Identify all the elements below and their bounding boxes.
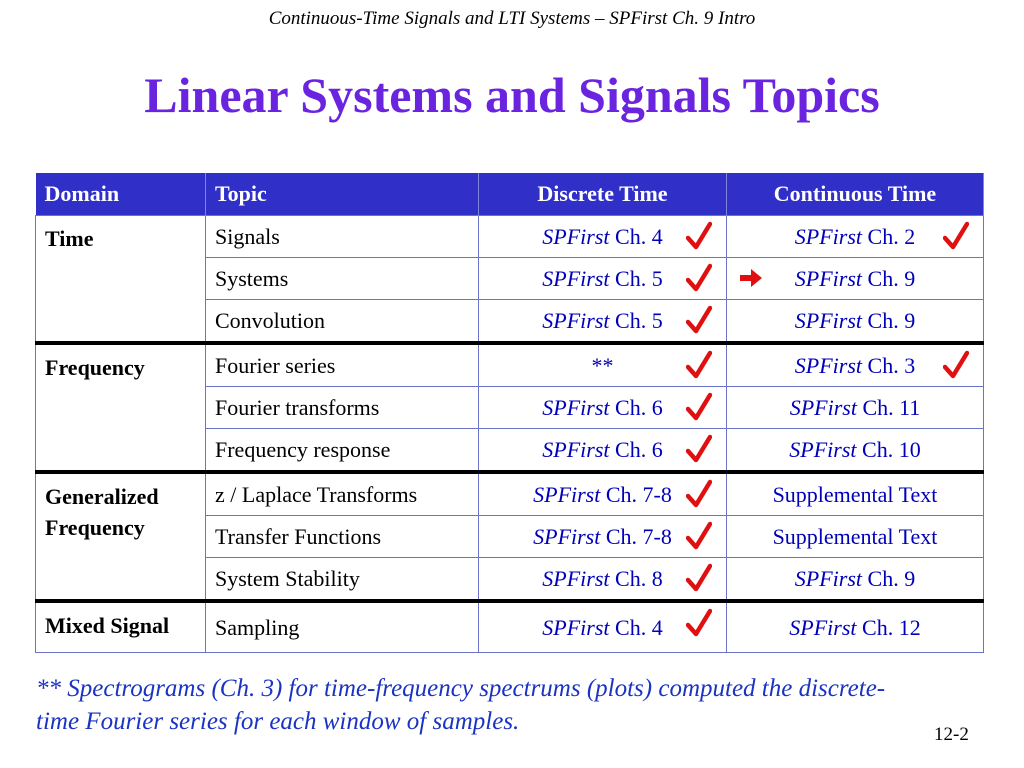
check-mark-icon <box>686 350 712 380</box>
reference-book: SPFirst <box>789 436 857 462</box>
column-header-topic: Topic <box>206 173 479 216</box>
continuous-time-reference <box>727 516 984 558</box>
topic-cell: Frequency response <box>206 429 479 473</box>
table-row <box>36 216 984 258</box>
discrete-time-reference <box>479 216 727 258</box>
discrete-time-reference <box>479 472 727 516</box>
discrete-time-reference <box>479 387 727 429</box>
continuous-time-reference <box>727 472 984 516</box>
topic-cell: Transfer Functions <box>206 516 479 558</box>
reference-chapter: Ch. 7-8 <box>605 481 672 507</box>
check-mark-icon <box>686 521 712 551</box>
check-mark-icon <box>686 479 712 509</box>
column-header-discrete-time: Discrete Time <box>479 173 727 216</box>
discrete-time-reference <box>479 300 727 344</box>
arrow-right-icon <box>739 268 763 288</box>
topic-cell: Systems <box>206 258 479 300</box>
continuous-time-reference <box>727 300 984 344</box>
reference-book: SPFirst <box>542 223 610 249</box>
reference-book: SPFirst <box>794 265 863 291</box>
discrete-time-reference <box>479 601 727 653</box>
continuous-time-reference <box>727 601 984 653</box>
topic-cell: Fourier series <box>206 343 479 387</box>
column-header-domain: Domain <box>36 173 206 216</box>
continuous-time-reference <box>727 343 984 387</box>
reference-book: SPFirst <box>542 436 610 462</box>
continuous-time-reference <box>727 216 984 258</box>
domain-cell: Generalized Frequency <box>36 472 206 601</box>
reference-book: SPFirst <box>542 307 610 333</box>
footnote: ** Spectrograms (Ch. 3) for time-frequency spectrums (plots) computed the discrete-time Fourier series for each window of samples. <box>36 675 886 735</box>
check-mark-icon <box>943 221 969 251</box>
reference-chapter: Ch. 7-8 <box>605 523 672 549</box>
reference-book: SPFirst <box>789 614 857 640</box>
domain-cell: Mixed Signal <box>36 601 206 653</box>
table-body <box>36 216 984 653</box>
table-header-row <box>36 173 984 216</box>
reference-book: SPFirst <box>542 394 610 420</box>
continuous-time-reference <box>727 387 984 429</box>
continuous-time-reference <box>727 558 984 602</box>
slide-subtitle: Continuous-Time Signals and LTI Systems – SPFirst Ch. 9 Intro <box>268 8 756 29</box>
discrete-time-reference <box>479 558 727 602</box>
continuous-time-reference <box>727 258 984 300</box>
reference-chapter: Ch. 10 <box>862 436 921 462</box>
reference-book: SPFirst <box>794 565 863 591</box>
reference-chapter: Ch. 3 <box>867 352 916 378</box>
check-mark-icon <box>686 608 712 638</box>
topic-cell: Signals <box>206 216 479 258</box>
reference-book: SPFirst <box>794 352 863 378</box>
check-mark-icon <box>686 221 712 251</box>
check-mark-icon <box>686 392 712 422</box>
topic-cell: z / Laplace Transforms <box>206 472 479 516</box>
reference-chapter: Ch. 6 <box>615 436 663 462</box>
page-number: 12-2 <box>934 724 969 745</box>
reference-chapter: Ch. 4 <box>615 614 663 640</box>
reference-book: SPFirst <box>542 614 610 640</box>
check-mark-icon <box>686 563 712 593</box>
discrete-time-reference <box>479 258 727 300</box>
reference-chapter: Ch. 9 <box>867 565 916 591</box>
domain-cell: Frequency <box>36 343 206 472</box>
reference-chapter: Ch. 9 <box>867 307 916 333</box>
discrete-time-reference <box>479 343 727 387</box>
reference-chapter: Ch. 11 <box>862 394 921 420</box>
table-row <box>36 343 984 387</box>
check-mark-icon <box>686 434 712 464</box>
reference-book: SPFirst <box>533 481 601 507</box>
discrete-time-reference <box>479 516 727 558</box>
reference-chapter: Ch. 2 <box>867 223 916 249</box>
reference-book: SPFirst <box>794 223 863 249</box>
reference-book: SPFirst <box>789 394 857 420</box>
reference-book: SPFirst <box>542 265 610 291</box>
reference-book: SPFirst <box>794 307 863 333</box>
table-row <box>36 601 984 653</box>
reference-chapter: Supplemental Text <box>772 481 938 507</box>
table-row <box>36 472 984 516</box>
topic-cell: System Stability <box>206 558 479 602</box>
reference-book: SPFirst <box>533 523 601 549</box>
topics-table <box>35 173 984 653</box>
reference-chapter: Ch. 12 <box>862 614 921 640</box>
continuous-time-reference <box>727 429 984 473</box>
discrete-time-reference <box>479 429 727 473</box>
reference-chapter: Ch. 9 <box>867 265 916 291</box>
check-mark-icon <box>686 263 712 293</box>
slide-title: Linear Systems and Signals Topics <box>144 67 880 123</box>
reference-chapter: Ch. 5 <box>615 265 663 291</box>
reference-chapter: Supplemental Text <box>772 523 938 549</box>
reference-book: SPFirst <box>542 565 610 591</box>
reference-chapter: Ch. 5 <box>615 307 663 333</box>
topic-cell: Convolution <box>206 300 479 344</box>
check-mark-icon <box>686 305 712 335</box>
topic-cell: Sampling <box>206 601 479 653</box>
topic-cell: Fourier transforms <box>206 387 479 429</box>
reference-chapter: ** <box>591 352 614 378</box>
reference-chapter: Ch. 4 <box>615 223 663 249</box>
domain-cell: Time <box>36 216 206 344</box>
reference-chapter: Ch. 6 <box>615 394 663 420</box>
column-header-continuous-time: Continuous Time <box>727 173 984 216</box>
check-mark-icon <box>943 350 969 380</box>
reference-chapter: Ch. 8 <box>615 565 663 591</box>
